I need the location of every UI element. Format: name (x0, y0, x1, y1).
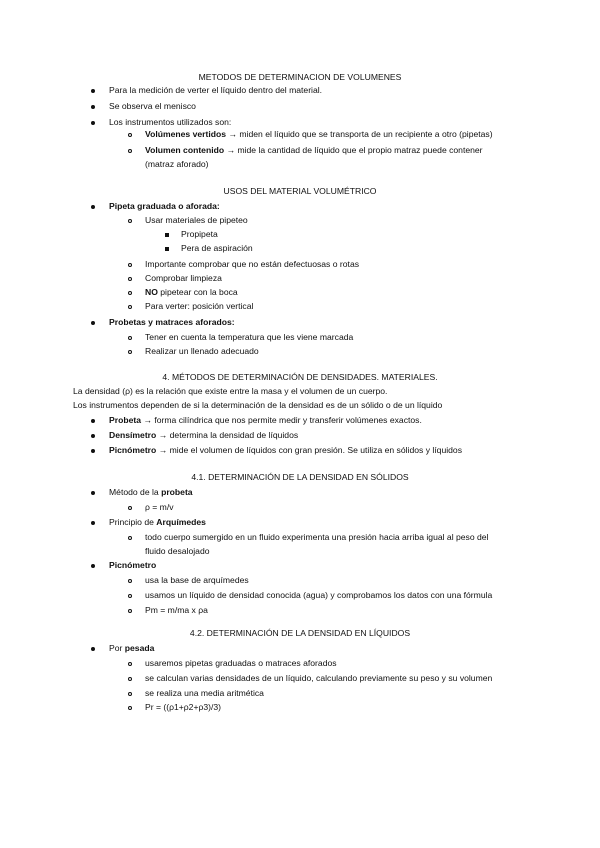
list-item: Comprobar limpieza (145, 273, 222, 283)
list-item: Pr = ((ρ1+ρ2+ρ3)/3) (145, 702, 222, 712)
term: pesada (124, 643, 155, 653)
term: Arquímedes (156, 517, 206, 527)
list-item: Para la medición de verter el líquido dentro del material. (109, 85, 323, 95)
bullet-circle (128, 579, 132, 583)
bullet-dot (91, 449, 95, 453)
bullet-circle (128, 291, 132, 295)
bullet-circle (128, 336, 132, 340)
list-item: todo cuerpo sumergido en un fluido experimenta una presión hacia arriba igual al peso del (145, 532, 489, 542)
bullet-circle (128, 305, 132, 309)
list-item (109, 560, 156, 571)
list-item (109, 201, 220, 212)
bullet-dot (91, 105, 95, 109)
bullet-dot (91, 321, 95, 325)
definition: → determina la densidad de líquidos (156, 430, 299, 440)
paragraph: La densidad (ρ) es la relación que existe entre la masa y el volumen de un cuerpo. (73, 386, 388, 396)
list-item: se realiza una media aritmética (145, 688, 264, 698)
section-title: 4. MÉTODOS DE DETERMINACIÓN DE DENSIDADES. MATERIALES. (162, 372, 438, 382)
list-item (109, 643, 154, 654)
list-item (109, 517, 206, 528)
bullet-circle (128, 536, 132, 540)
list-item (109, 487, 193, 498)
bullet-circle (128, 506, 132, 510)
bullet-circle (128, 706, 132, 710)
bullet-dot (91, 647, 95, 651)
bullet-dot (91, 205, 95, 209)
definition: → mide la cantidad de líquido que el propio matraz puede contener (224, 145, 483, 155)
bullet-circle (128, 277, 132, 281)
list-item: usaremos pipetas graduadas o matraces aforados (145, 658, 337, 668)
list-item: Pm = m/ma x ρa (145, 605, 208, 615)
emphasis: NO (145, 287, 158, 297)
section-title: 4.1. DETERMINACIÓN DE LA DENSIDAD EN SÓLIDOS (191, 472, 409, 482)
term: Probeta (109, 415, 141, 425)
term: Volumen contenido (145, 145, 225, 155)
term: Picnómetro (109, 445, 157, 455)
paragraph: Los instrumentos dependen de si la determinación de la densidad es de un sólido o de un líquido (73, 400, 443, 410)
list-text: Método de la (109, 487, 162, 497)
section-title: USOS DEL MATERIAL VOLUMÉTRICO (223, 186, 377, 196)
list-item (109, 445, 462, 456)
list-item (145, 287, 238, 298)
bullet-dot (91, 434, 95, 438)
list-text: Por (109, 643, 125, 653)
list-item: ρ = m/v (145, 502, 174, 512)
list-item: Importante comprobar que no están defectuosas o rotas (145, 259, 360, 269)
list-item: Realizar un llenado adecuado (145, 346, 259, 356)
list-item: Tener en cuenta la temperatura que les viene marcada (145, 332, 354, 342)
list-heading: Probetas y matraces aforados: (109, 317, 235, 327)
bullet-circle (128, 677, 132, 681)
bullet-dot (91, 89, 95, 93)
bullet-circle (128, 133, 132, 137)
list-item: Los instrumentos utilizados son: (109, 117, 232, 127)
list-item (109, 317, 235, 328)
bullet-dot (91, 419, 95, 423)
term: Volúmenes vertidos (145, 129, 227, 139)
bullet-circle (128, 662, 132, 666)
definition: → mide el volumen de líquidos con gran presión. Se utiliza en sólidos y líquidos (156, 445, 463, 455)
list-item-continuation: (matraz aforado) (145, 159, 209, 169)
list-item (109, 415, 422, 426)
list-text: pipetear con la boca (157, 287, 238, 297)
definition: → miden el líquido que se transporta de un recipiente a otro (pipetas) (226, 129, 493, 139)
list-item-continuation: fluido desalojado (145, 546, 210, 556)
bullet-circle (128, 219, 132, 223)
list-item: Pera de aspiración (181, 243, 253, 253)
list-item: Para verter: posición vertical (145, 301, 254, 311)
bullet-circle (128, 149, 132, 153)
list-heading: Pipeta graduada o aforada: (109, 201, 220, 211)
list-item: Usar materiales de pipeteo (145, 215, 248, 225)
bullet-dot (91, 121, 95, 125)
list-item: Se observa el menisco (109, 101, 196, 111)
bullet-dot (91, 491, 95, 495)
list-item: se calculan varias densidades de un líquido, calculando previamente su peso y su volumen (145, 673, 493, 683)
list-item (145, 129, 493, 140)
bullet-circle (128, 609, 132, 613)
list-item: usa la base de arquímedes (145, 575, 249, 585)
bullet-dot (91, 521, 95, 525)
list-item: Propipeta (181, 229, 218, 239)
definition: → forma cilíndrica que nos permite medir y transferir volúmenes exactos. (141, 415, 422, 425)
bullet-square (165, 233, 169, 237)
bullet-circle (128, 692, 132, 696)
bullet-circle (128, 263, 132, 267)
bullet-dot (91, 564, 95, 568)
section-title: 4.2. DETERMINACIÓN DE LA DENSIDAD EN LÍQUIDOS (189, 628, 411, 638)
list-text: Principio de (109, 517, 157, 527)
list-item (109, 430, 298, 441)
list-item (145, 145, 483, 156)
section-title: METODOS DE DETERMINACION DE VOLUMENES (198, 72, 402, 82)
bullet-circle (128, 350, 132, 354)
bullet-circle (128, 594, 132, 598)
term: Densímetro (109, 430, 157, 440)
term: probeta (161, 487, 193, 497)
list-item: usamos un líquido de densidad conocida (agua) y comprobamos los datos con una fórmula (145, 590, 493, 600)
bullet-square (165, 247, 169, 251)
list-heading: Picnómetro (109, 560, 157, 570)
